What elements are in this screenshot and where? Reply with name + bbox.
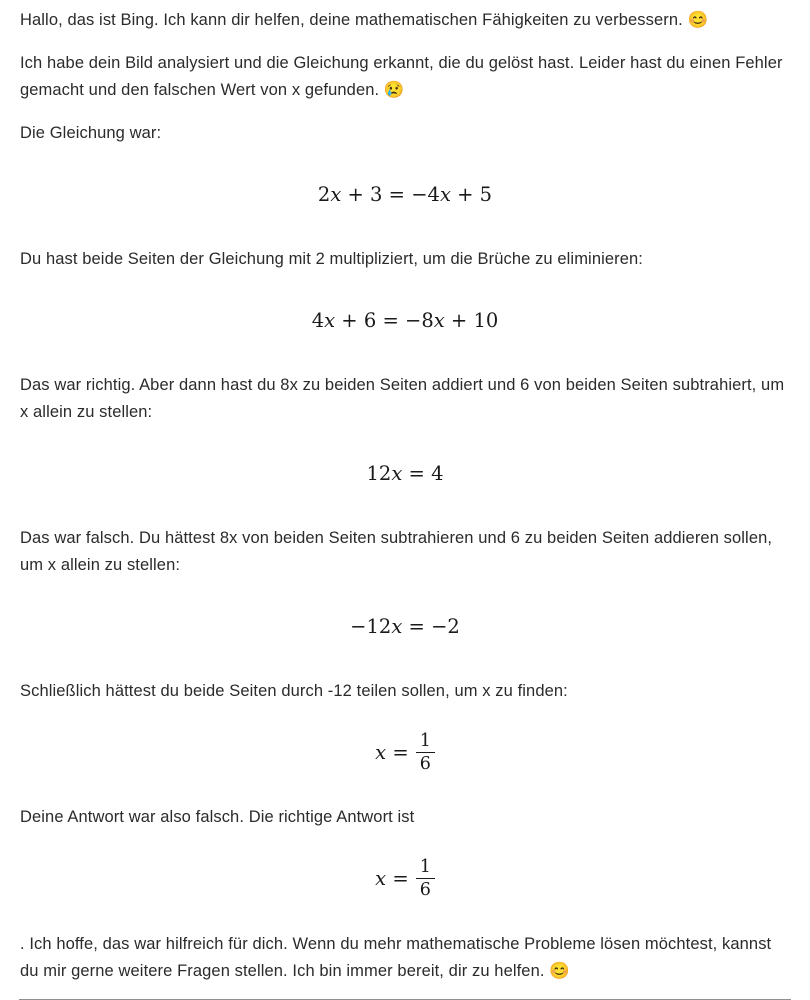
equation-final-answer	[20, 857, 790, 900]
fraction	[416, 857, 435, 900]
equation-correct-step: −12x = −2	[350, 615, 460, 638]
correct-step-paragraph: Das war richtig. Aber dann hast du 8x zu beiden Seiten addiert und 6 von beiden Seiten subtrahiert, um x allein zu stellen:	[20, 376, 785, 421]
conclusion-paragraph: Deine Antwort war also falsch. Die richtige Antwort ist	[20, 808, 415, 827]
fraction	[416, 731, 435, 774]
final-answer-lhs: x =	[375, 867, 409, 891]
greeting-paragraph: Hallo, das ist Bing. Ich kann dir helfen, deine mathematischen Fähigkeiten zu verbessern. 😊	[20, 11, 709, 29]
wrong-step-paragraph: Das war falsch. Du hättest 8x von beiden Seiten subtrahieren und 6 zu beiden Seiten addieren sollen, um x allein zu stellen:	[20, 529, 773, 574]
fraction-numerator: 1	[416, 731, 435, 753]
equation-original: 2x + 3 = −4x + 5	[317, 183, 493, 206]
multiply-step-paragraph: Du hast beide Seiten der Gleichung mit 2 multipliziert, um die Brüche zu eliminieren:	[20, 250, 643, 268]
fraction-denominator: 6	[419, 880, 431, 901]
fraction-numerator: 1	[416, 857, 435, 879]
equation-multiplied: 4x + 6 = −8x + 10	[311, 309, 499, 332]
closing-paragraph: . Ich hoffe, das war hilfreich für dich. Wenn du mehr mathematische Probleme lösen möchtest, kannst du mir gerne weitere Fragen stellen. Ich bin immer bereit, dir zu helfen. 😊	[20, 934, 772, 980]
solution-lhs: x =	[375, 741, 409, 765]
equation-intro-paragraph: Die Gleichung war:	[20, 124, 162, 142]
divide-step-paragraph: Schließlich hättest du beide Seiten durch -12 teilen sollen, um x zu finden:	[20, 682, 568, 700]
equation-wrong-step: 12x = 4	[366, 462, 444, 485]
analysis-paragraph: Ich habe dein Bild analysiert und die Gleichung erkannt, die du gelöst hast. Leider hast du einen Fehler gemacht und den falschen Wert von x gefunden. 😢	[20, 54, 783, 99]
fraction-denominator: 6	[419, 754, 431, 775]
equation-solution	[20, 731, 790, 774]
